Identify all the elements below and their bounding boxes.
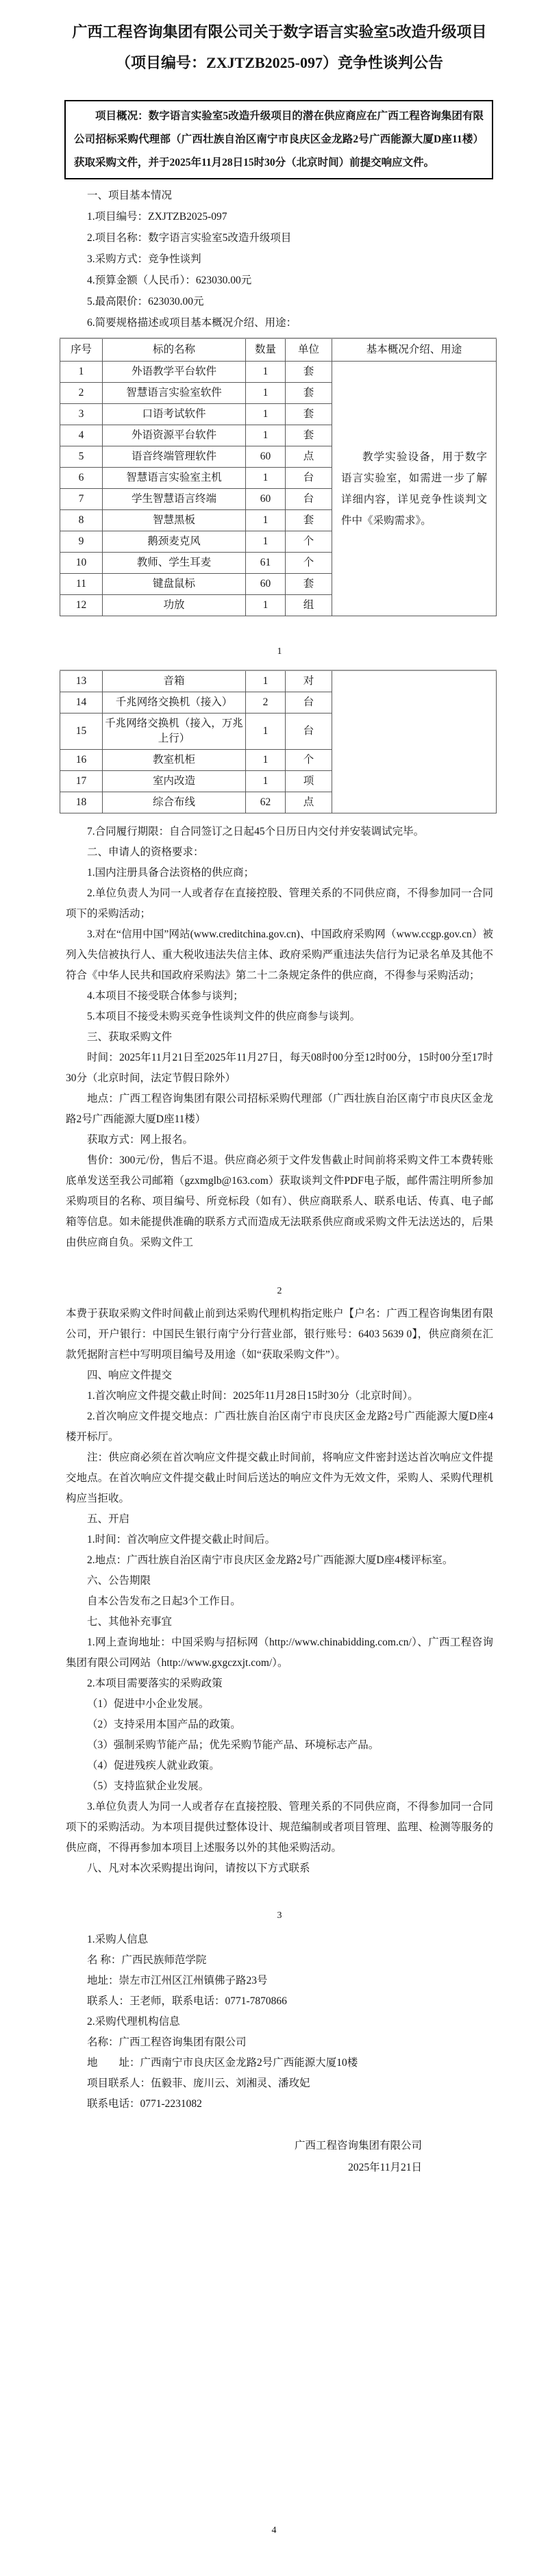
paragraph: 4.预算金额（人民币）：623030.00元	[87, 275, 252, 286]
paragraph: 注：供应商必须在首次响应文件提交截止时间前，将响应文件密封送达首次响应文件提交地点。在首次响应文件提交截止时间后送达的响应文件为无效文件，采购人、采购代理机构应当拒收。	[66, 1452, 493, 1504]
qty-cell: 1	[246, 714, 286, 750]
qty-cell: 1	[246, 595, 286, 616]
paragraph: 2.本项目需要落实的采购政策	[87, 1678, 223, 1689]
name-cell: 千兆网络交换机（接入，万兆上行）	[103, 714, 246, 750]
column-header-unit: 单位	[286, 338, 332, 362]
paragraph: 2.单位负责人为同一人或者存在直接控股、管理关系的不同供应商，不得参加同一合同项下的采购活动；	[66, 887, 493, 920]
paragraph: （4）促进残疾人就业政策。	[87, 1760, 220, 1771]
paragraph: 六、公告期限	[87, 1575, 151, 1587]
paragraph: 时间：2025年11月21日至2025年11月27日，每天08时00分至12时00分，15时00分至17时30分（北京时间，法定节假日除外）	[66, 1052, 493, 1084]
unit-cell: 对	[286, 670, 332, 692]
seq-cell: 17	[60, 771, 103, 792]
name-cell: 千兆网络交换机（接入）	[103, 692, 246, 714]
summary-cell: 教学实验设备，用于数字语言实验室，如需进一步了解详细内容，详见竞争性谈判文件中《采购需求》。	[332, 362, 497, 616]
page-title	[66, 16, 493, 78]
name-cell: 室内改造	[103, 771, 246, 792]
column-header-qty: 数量	[246, 338, 286, 362]
name-cell: 键盘鼠标	[103, 574, 246, 595]
table-header-row	[60, 338, 497, 362]
unit-cell: 组	[286, 595, 332, 616]
unit-cell: 台	[286, 468, 332, 489]
qty-cell: 1	[246, 404, 286, 425]
seq-cell: 7	[60, 489, 103, 510]
seq-cell: 1	[60, 362, 103, 383]
paragraph: 名称：广西工程咨询集团有限公司	[87, 2036, 247, 2048]
qty-cell: 1	[246, 670, 286, 692]
qty-cell: 60	[246, 574, 286, 595]
seq-cell: 4	[60, 425, 103, 446]
summary-cell-empty	[332, 670, 497, 813]
name-cell: 智慧语言实验室主机	[103, 468, 246, 489]
qty-cell: 1	[246, 531, 286, 553]
paragraph: 获取方式：网上报名。	[87, 1134, 194, 1146]
signature-company: 广西工程咨询集团有限公司	[294, 2140, 422, 2151]
name-cell: 学生智慧语言终端	[103, 489, 246, 510]
signature-date: 2025年11月21日	[348, 2162, 422, 2173]
paragraph: 名 称：广西民族师范学院	[87, 1954, 207, 1966]
name-cell: 外语资源平台软件	[103, 425, 246, 446]
unit-cell: 个	[286, 531, 332, 553]
paragraph: 五、开启	[87, 1513, 130, 1525]
paragraph: 5.本项目不接受未购买竞争性谈判文件的供应商参与谈判。	[87, 1011, 361, 1022]
paragraph: 一、项目基本情况	[87, 190, 173, 201]
name-cell: 语音终端管理软件	[103, 446, 246, 468]
seq-cell: 12	[60, 595, 103, 616]
table-row	[60, 362, 497, 383]
section-basic-info	[66, 185, 493, 333]
unit-cell: 套	[286, 383, 332, 404]
unit-cell: 台	[286, 692, 332, 714]
unit-cell: 套	[286, 362, 332, 383]
qty-cell: 60	[246, 446, 286, 468]
paragraph: 1.项目编号：ZXJTZB2025-097	[87, 211, 227, 223]
page-number-1: 1	[277, 646, 282, 657]
paragraph: 联系人：王老师，联系电话：0771-7870866	[87, 1995, 287, 2007]
paragraph: （2）支持采用本国产品的政策。	[87, 1719, 241, 1730]
paragraph: 自本公告发布之日起3个工作日。	[87, 1595, 241, 1607]
unit-cell: 套	[286, 425, 332, 446]
unit-cell: 套	[286, 404, 332, 425]
name-cell: 智慧语言实验室软件	[103, 383, 246, 404]
page-number-2: 2	[277, 1286, 282, 1296]
paragraph: 三、获取采购文件	[87, 1031, 173, 1043]
name-cell: 综合布线	[103, 792, 246, 813]
column-header-seq: 序号	[60, 338, 103, 362]
paragraph: 2.首次响应文件提交地点：广西壮族自治区南宁市良庆区金龙路2号广西能源大厦D座4楼开标厅。	[66, 1411, 493, 1443]
paragraph: 七、其他补充事宜	[87, 1616, 173, 1628]
paragraph: 本费于获取采购文件时间截止前到达采购代理机构指定账户【户名：广西工程咨询集团有限公司，开户银行：中国民生银行南宁分行营业部，银行账号：6403 5639 0】，供应商须在汇款凭据附言栏中写明项目编号及用途（如“获取采购文件”）。	[66, 1308, 493, 1361]
seq-cell: 8	[60, 510, 103, 531]
section-submission-and-other	[66, 1304, 493, 1879]
title-line-1: 广西工程咨询集团有限公司关于数字语言实验室5改造升级项目	[72, 23, 487, 40]
paragraph: 4.本项目不接受联合体参与谈判；	[87, 990, 244, 1002]
paragraph: 7.合同履行期限：自合同签订之日起45个日历日内交付并安装调试完毕。	[87, 826, 425, 837]
unit-cell: 个	[286, 750, 332, 771]
seq-cell: 15	[60, 714, 103, 750]
items-table-page1	[60, 338, 497, 616]
name-cell: 智慧黑板	[103, 510, 246, 531]
qty-cell: 1	[246, 383, 286, 404]
name-cell: 外语教学平台软件	[103, 362, 246, 383]
paragraph: 1.时间：首次响应文件提交截止时间后。	[87, 1534, 276, 1545]
column-header-name: 标的名称	[103, 338, 246, 362]
paragraph: 2.采购代理机构信息	[87, 2016, 180, 2028]
items-table-page2	[60, 670, 497, 813]
name-cell: 教室机柜	[103, 750, 246, 771]
title-line-2: （项目编号：ZXJTZB2025-097）竞争性谈判公告	[116, 54, 443, 71]
unit-cell: 点	[286, 792, 332, 813]
paragraph: 四、响应文件提交	[87, 1369, 173, 1381]
qty-cell: 1	[246, 510, 286, 531]
unit-cell: 套	[286, 574, 332, 595]
page-number-3: 3	[277, 1910, 282, 1921]
project-overview-box	[64, 100, 493, 179]
unit-cell: 项	[286, 771, 332, 792]
paragraph: 售价：300元/份，售后不退。供应商必须于文件发售截止时间前将采购文件工本费转账底单发送至我公司邮箱（gzxmglb@163.com）获取谈判文件PDF电子版，邮件需注明所参加采购项目的名称、项目编号、所竞标段（如有）、供应商联系人、联系电话、传真、电子邮箱等信息。如未能提供准确的联系方式而造成无法联系供应商或采购文件无法送达的，后果由供应商自负。采购文件工	[66, 1154, 493, 1248]
paragraph: 1.网上查询地址：中国采购与招标网（http://www.chinabidding.com.cn/）、广西工程咨询集团有限公司网站（http://www.gxgczxjt.com/）。	[66, 1637, 493, 1669]
name-cell: 口语考试软件	[103, 404, 246, 425]
unit-cell: 套	[286, 510, 332, 531]
paragraph: （5）支持监狱企业发展。	[87, 1780, 210, 1792]
paragraph: 3.对在“信用中国”网站(www.creditchina.gov.cn)、中国政府采购网（www.ccgp.gov.cn）被列入失信被执行人、重大税收违法失信主体、政府采购严重违法失信行为记录名单及其他不符合《中华人民共和国政府采购法》第二十二条规定条件的供应商，不得参与采购活动；	[66, 929, 493, 981]
paragraph: 地 址：广西南宁市良庆区金龙路2号广西能源大厦10楼	[87, 2057, 358, 2069]
paragraph: 2.地点：广西壮族自治区南宁市良庆区金龙路2号广西能源大厦D座4楼评标室。	[87, 1554, 453, 1566]
name-cell: 功放	[103, 595, 246, 616]
qty-cell: 2	[246, 692, 286, 714]
paragraph: 1.首次响应文件提交截止时间：2025年11月28日15时30分（北京时间）。	[87, 1390, 419, 1402]
unit-cell: 点	[286, 446, 332, 468]
seq-cell: 6	[60, 468, 103, 489]
seq-cell: 2	[60, 383, 103, 404]
paragraph: 二、申请人的资格要求：	[87, 846, 204, 858]
section-requirements-and-documents	[66, 822, 493, 1253]
seq-cell: 14	[60, 692, 103, 714]
unit-cell: 个	[286, 553, 332, 574]
seq-cell: 10	[60, 553, 103, 574]
paragraph: 地点：广西工程咨询集团有限公司招标采购代理部（广西壮族自治区南宁市良庆区金龙路2号广西能源大厦D座11楼）	[66, 1093, 493, 1125]
paragraph: 1.国内注册具备合法资格的供应商；	[87, 867, 255, 879]
seq-cell: 18	[60, 792, 103, 813]
qty-cell: 1	[246, 750, 286, 771]
paragraph: 3.采购方式：竞争性谈判	[87, 253, 201, 265]
paragraph: 1.采购人信息	[87, 1934, 149, 1945]
paragraph: 3.单位负责人为同一人或者存在直接控股、管理关系的不同供应商，不得参加同一合同项下的采购活动。为本项目提供过整体设计、规范编制或者项目管理、监理、检测等服务的供应商，不得再参加本项目上述服务以外的其他采购活动。	[66, 1801, 493, 1854]
qty-cell: 62	[246, 792, 286, 813]
unit-cell: 台	[286, 489, 332, 510]
section-contact-info	[66, 1930, 493, 2114]
paragraph: 2.项目名称：数字语言实验室5改造升级项目	[87, 232, 292, 244]
seq-cell: 5	[60, 446, 103, 468]
seq-cell: 13	[60, 670, 103, 692]
qty-cell: 1	[246, 468, 286, 489]
qty-cell: 1	[246, 362, 286, 383]
paragraph: 联系电话：0771-2231082	[87, 2098, 202, 2110]
paragraph: 6.简要规格描述或项目基本概况介绍、用途：	[87, 317, 297, 329]
paragraph: 5.最高限价：623030.00元	[87, 296, 204, 307]
seq-cell: 9	[60, 531, 103, 553]
qty-cell: 61	[246, 553, 286, 574]
paragraph: （1）促进中小企业发展。	[87, 1698, 210, 1710]
name-cell: 教师、学生耳麦	[103, 553, 246, 574]
table-row	[60, 670, 497, 692]
column-header-desc: 基本概况介绍、用途	[332, 338, 497, 362]
paragraph: （3）强制采购节能产品；优先采购节能产品、环境标志产品。	[87, 1739, 379, 1751]
paragraph: 地址：崇左市江州区江州镇佛子路23号	[87, 1975, 268, 1986]
paragraph: 项目联系人：伍毅菲、庞川云、刘湘灵、潘玫妃	[87, 2078, 310, 2089]
name-cell: 鹅颈麦克风	[103, 531, 246, 553]
qty-cell: 60	[246, 489, 286, 510]
paragraph: 八、凡对本次采购提出询问，请按以下方式联系	[87, 1862, 310, 1874]
page-number-4: 4	[271, 2525, 277, 2536]
name-cell: 音箱	[103, 670, 246, 692]
seq-cell: 3	[60, 404, 103, 425]
seq-cell: 16	[60, 750, 103, 771]
qty-cell: 1	[246, 425, 286, 446]
signature-block	[66, 2135, 493, 2179]
qty-cell: 1	[246, 771, 286, 792]
project-overview-text: 项目概况：数字语言实验室5改造升级项目的潜在供应商应在广西工程咨询集团有限公司招标采购代理部（广西壮族自治区南宁市良庆区金龙路2号广西能源大厦D座11楼）获取采购文件，并于2025年11月28日15时30分（北京时间）前提交响应文件。	[74, 110, 484, 168]
seq-cell: 11	[60, 574, 103, 595]
unit-cell: 台	[286, 714, 332, 750]
